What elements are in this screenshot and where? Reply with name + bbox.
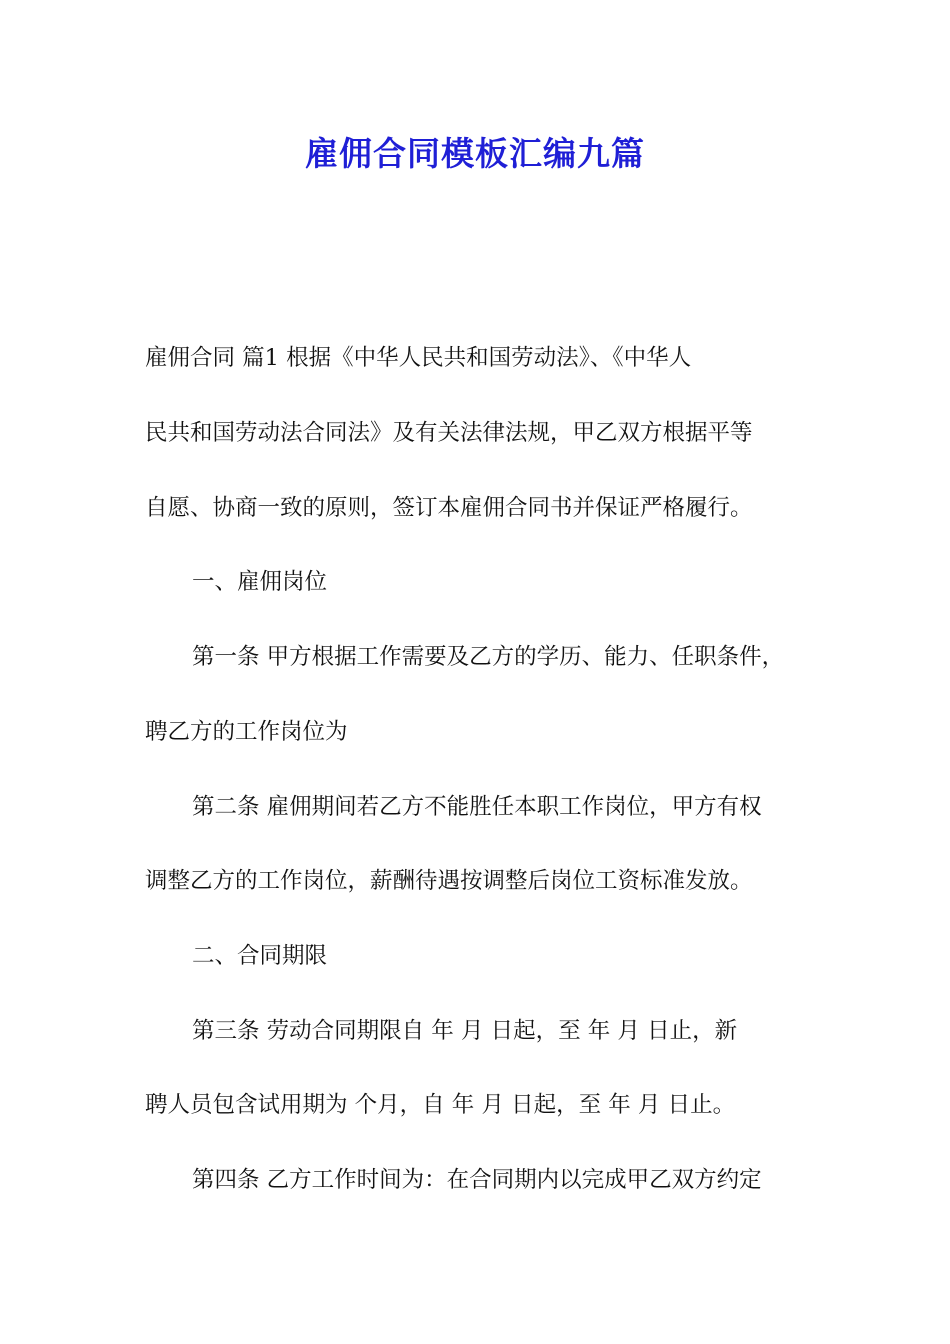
body-line: 第四条 乙方工作时间为：在合同期内以完成甲乙双方约定 bbox=[192, 1167, 762, 1193]
body-line: 雇佣合同 篇1 根据《中华人民共和国劳动法》、《中华人 bbox=[145, 345, 692, 371]
body-line: 聘乙方的工作岗位为 bbox=[145, 719, 348, 745]
body-line: 调整乙方的工作岗位，薪酬待遇按调整后岗位工资标准发放。 bbox=[145, 868, 753, 894]
body-line: 第一条 甲方根据工作需要及乙方的学历、能力、任职条件， bbox=[192, 644, 785, 670]
section-heading: 二、合同期限 bbox=[192, 943, 328, 969]
body-line: 第二条 雇佣期间若乙方不能胜任本职工作岗位，甲方有权 bbox=[192, 794, 762, 820]
body-line: 聘人员包含试用期为 个月，自 年 月 日起，至 年 月 日止。 bbox=[145, 1092, 736, 1118]
body-line: 自愿、协商一致的原则，签订本雇佣合同书并保证严格履行。 bbox=[145, 495, 753, 521]
section-heading: 一、雇佣岗位 bbox=[192, 569, 328, 595]
body-line: 第三条 劳动合同期限自 年 月 日起，至 年 月 日止，新 bbox=[192, 1018, 738, 1044]
document-title: 雇佣合同模板汇编九篇 bbox=[305, 134, 645, 173]
body-line: 民共和国劳动法合同法》及有关法律法规，甲乙双方根据平等 bbox=[145, 420, 753, 446]
